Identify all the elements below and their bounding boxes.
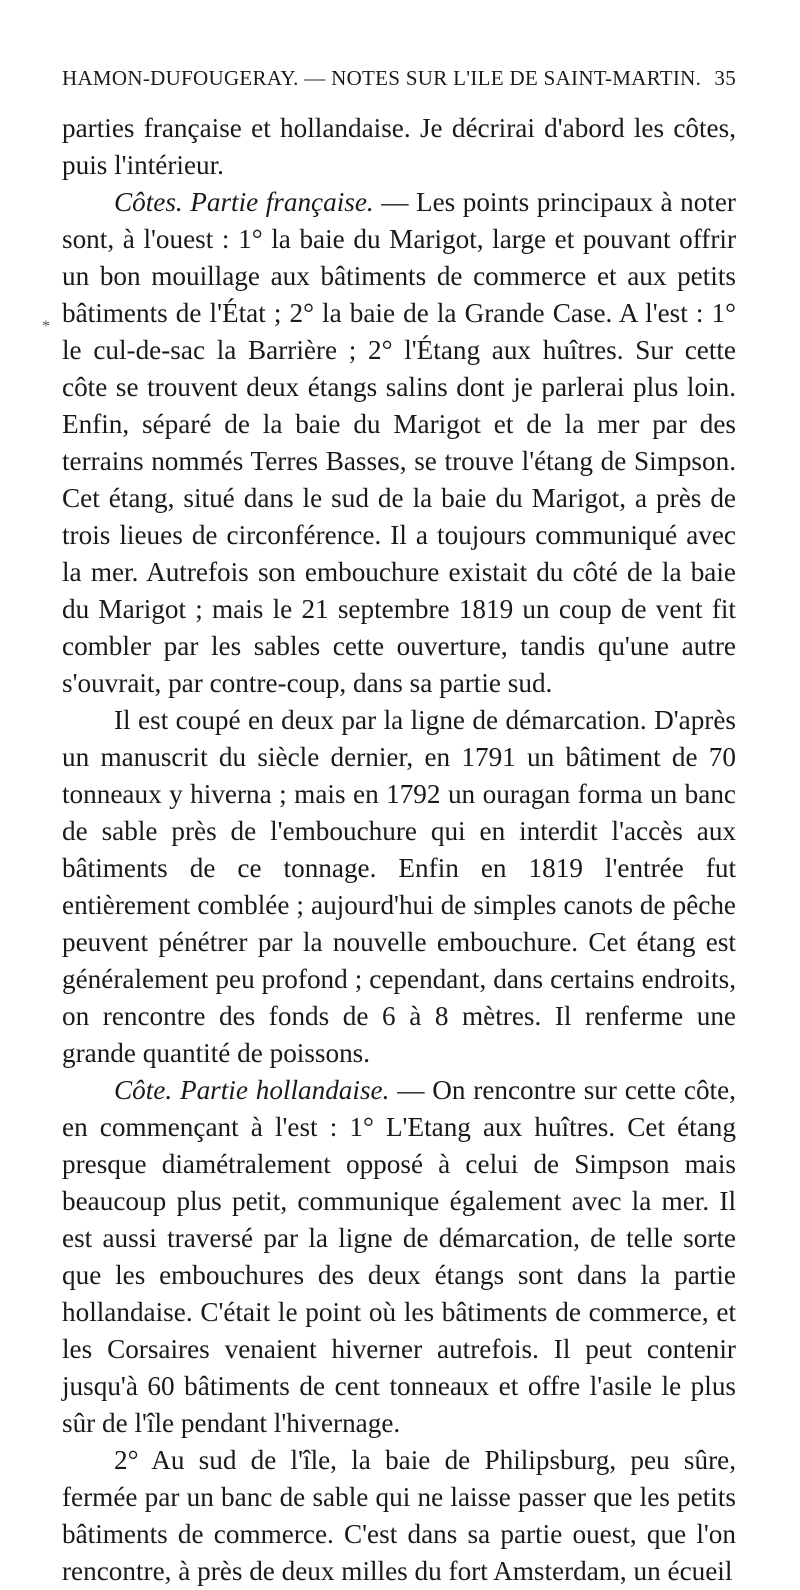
paragraph-4-text: — On rencontre sur cette côte, en commençant à l'est : 1° L'Etang aux huîtres. Cet étang presque diamétralement opposé à celui de Simpson mais beaucoup plus petit, communique également avec la mer. Il est aussi traversé par la ligne de démarcation, de telle sorte que les embouchures des deux étangs sont dans la partie hollandaise. C'était le point où les bâtiments de commerce, et les Corsaires venaient hiverner autrefois. Il peut contenir jusqu'à 60 bâtiments de cent tonneaux et offre l'asile le plus sûr de l'île pendant l'hivernage.: [62, 1075, 736, 1438]
margin-mark: *: [42, 318, 50, 335]
paragraph-2-text: — Les points principaux à noter sont, à l'ouest : 1° la baie du Marigot, large et pouvant offrir un bon mouillage aux bâtiments de commerce et aux petits bâtiments de l'État ; 2° la baie de la Grande Case. A l'est : 1° le cul-de-sac la Barrière ; 2° l'Étang aux huîtres. Sur cette côte se trouvent deux étangs salins dont je parlerai plus loin. Enfin, séparé de la baie du Marigot et de la mer par des terrains nommés Terres Basses, se trouve l'étang de Simpson. Cet étang, situé dans le sud de la baie du Marigot, a près de trois lieues de circonférence. Il a toujours communiqué avec la mer. Autrefois son embouchure existait du côté de la baie du Marigot ; mais le 21 septembre 1819 un coup de vent fit combler par les sables cette ouverture, tandis qu'une autre s'ouvrait, par contre-coup, dans sa partie sud.: [62, 187, 736, 698]
paragraph-3: [62, 702, 736, 1072]
section-heading-french-coast: Côtes. Partie française.: [114, 187, 374, 217]
paragraph-5: [62, 1442, 736, 1590]
body-text: [62, 110, 736, 1590]
paragraph-3-text: Il est coupé en deux par la ligne de démarcation. D'après un manuscrit du siècle dernier, en 1791 un bâtiment de 70 tonneaux y hiverna ; mais en 1792 un ouragan forma un banc de sable près de l'embouchure qui en interdit l'accès aux bâtiments de ce tonnage. Enfin en 1819 l'entrée fut entièrement comblée ; aujourd'hui de simples canots de pêche peuvent pénétrer par la nouvelle embouchure. Cet étang est généralement peu profond ; cependant, dans certains endroits, on rencontre des fonds de 6 à 8 mètres. Il renferme une grande quantité de poissons.: [62, 705, 736, 1068]
paragraph-4: [62, 1072, 736, 1442]
paragraph-1: [62, 110, 736, 184]
section-heading-dutch-coast: Côte. Partie hollandaise.: [114, 1075, 390, 1105]
running-title: HAMON-DUFOUGERAY. — NOTES SUR L'ILE DE SAINT-MARTIN.: [62, 66, 702, 90]
paragraph-2: [62, 184, 736, 702]
paragraph-5-text: 2° Au sud de l'île, la baie de Philipsburg, peu sûre, fermée par un banc de sable qui ne laisse passer que les petits bâtiments de commerce. C'est dans sa partie ouest, que l'on rencontre, à près de deux milles du fort Amsterdam, un écueil: [62, 1445, 736, 1586]
page-header: [62, 66, 736, 98]
page-number: 35: [714, 66, 736, 90]
paragraph-1-text: parties française et hollandaise. Je décrirai d'abord les côtes, puis l'intérieur.: [62, 113, 736, 180]
